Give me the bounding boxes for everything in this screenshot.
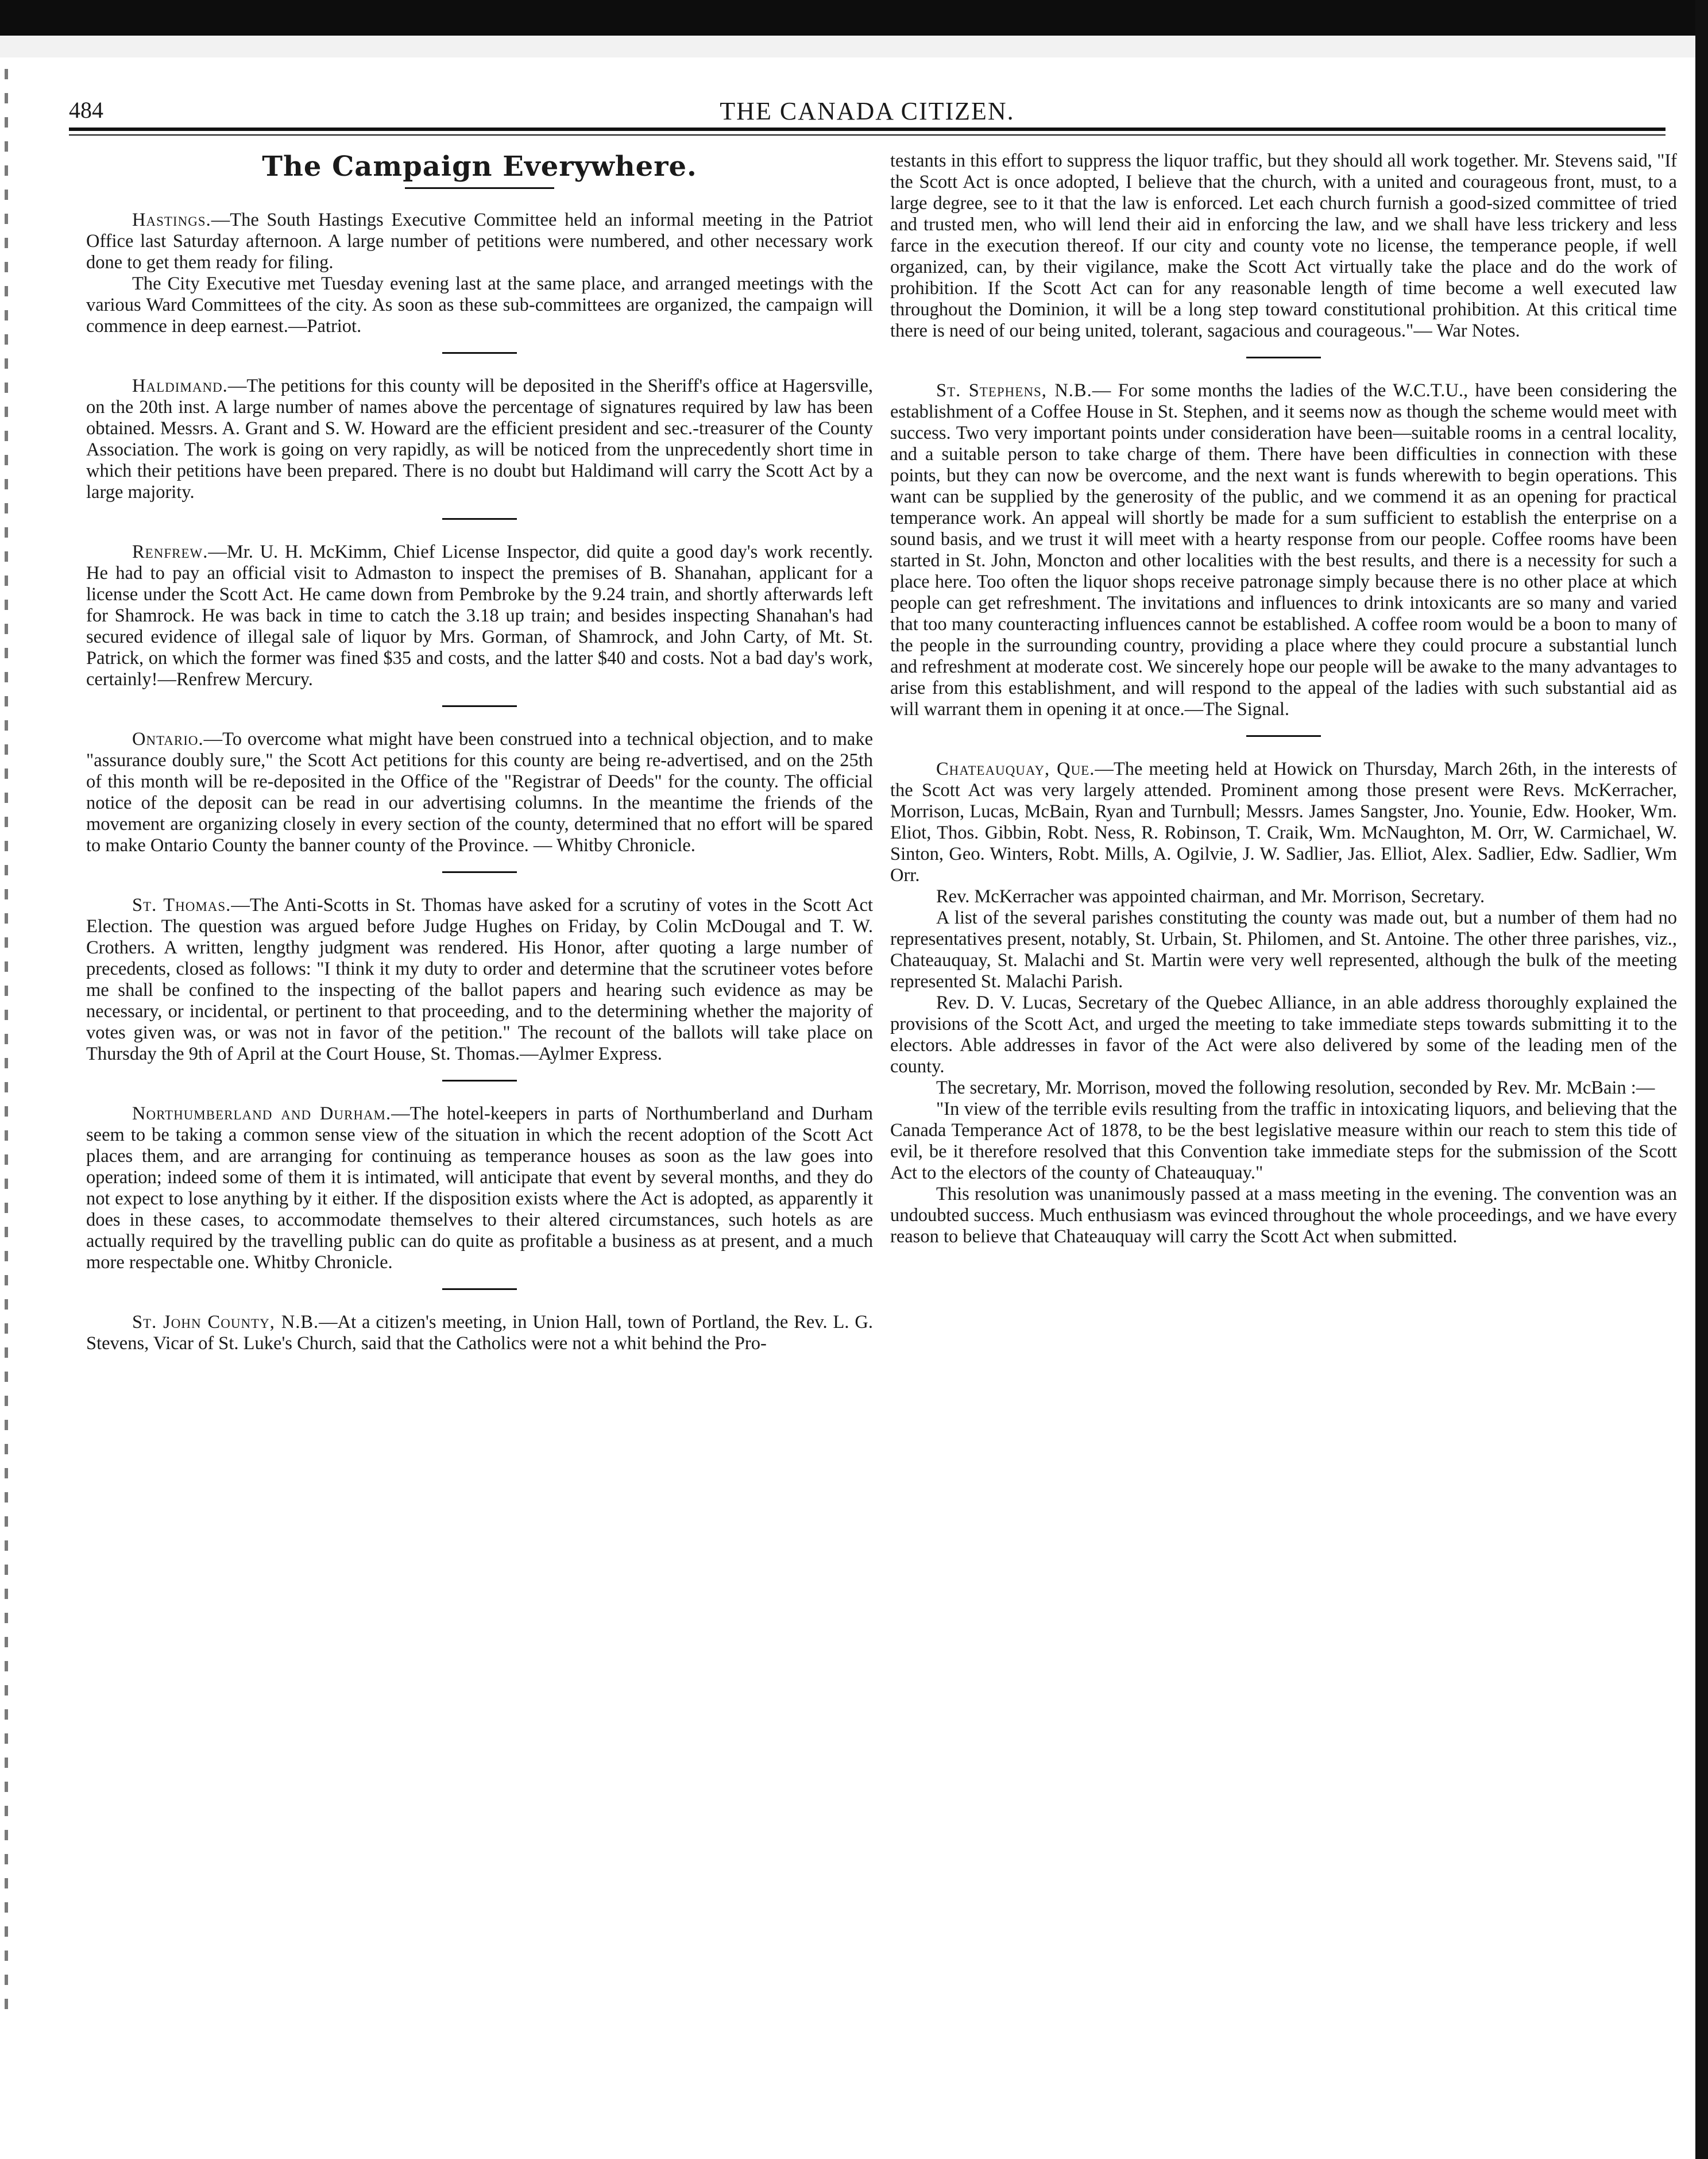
- article: [86, 729, 873, 856]
- article-place-heading: St. John County, N.B.: [132, 1312, 319, 1333]
- left-articles: [86, 210, 873, 1354]
- article-text: —To overcome what might have been construed into a technical objection, and to make "assurance doubly sure," the Scott Act petitions for this county are being re-advertised, and on the 25th of this month will be re-deposited in the Office of the "Registrar of Deeds" for the county. The official notice of the deposit can be read in our advertising columns. In the meantime the friends of the movement are organizing closely in every section of the county, determined that no effort will be spared to make Ontario County the banner county of the Province. — Whitby Chronicle.: [86, 729, 873, 856]
- article-text: Rev. McKerracher was appointed chairman, and Mr. Morrison, Secretary.: [936, 886, 1485, 907]
- article-text: testants in this effort to suppress the liquor traffic, but they should all work together. Mr. Stevens said, "If the Scott Act is once adopted, I believe that the church, with a united and courageous front, must, to a large degree, see to it that the law is enforced. Let each church furnish a good-sized committee of tried and trusted men, who will lend their aid in enforcing the law, and we shall have less trickery and less farce in the execution thereof. If our city and county vote no license, the temperance people, if well organized, can, by their vigilance, make the Scott Act virtually take the place and do the work of prohibition. If the Scott Act can for any reasonable length of time become a well executed law throughout the Dominion, it will be a long step toward constitutional prohibition. At this critical time there is need of our being united, tolerant, sagacious and courageous."— War Notes.: [890, 150, 1677, 341]
- article: [86, 1103, 873, 1273]
- article-paragraph: [86, 210, 873, 273]
- article: [890, 380, 1677, 720]
- article-divider: [442, 871, 517, 873]
- article-divider: [442, 1080, 517, 1082]
- article-paragraph: [890, 886, 1677, 907]
- article-paragraph: [86, 895, 873, 1065]
- article-paragraph: [890, 992, 1677, 1077]
- article-paragraph: [86, 729, 873, 856]
- right-articles: [890, 150, 1677, 1247]
- page-number: 484: [69, 97, 103, 123]
- scan-left-edge-marks: [5, 69, 8, 2022]
- article-paragraph: [890, 907, 1677, 992]
- article-paragraph: [890, 1099, 1677, 1184]
- right-column: [890, 150, 1677, 2080]
- header-rule-thick: [69, 128, 1666, 131]
- article: [890, 150, 1677, 342]
- article: [86, 210, 873, 337]
- article-place-heading: St. Thomas.: [132, 895, 231, 916]
- article: [86, 542, 873, 690]
- article-paragraph: [890, 380, 1677, 720]
- article-text: —The hotel-keepers in parts of Northumberland and Durham seem to be taking a common sense view of the situation in which the recent adoption of the Scott Act places them, and are arranging for continuing as temperance houses as soon as the law goes into operation; indeed some of them it is intimated, will anticipate that event by several months, and they do not expect to lose anything by it either. If the disposition exists where the Act is adopted, as apparently it does in these cases, to accommodate themselves to their altered circumstances, such hotels as are actually required by the travelling public can do quite as profitable a business as at present, and a much more respectable one. Whitby Chronicle.: [86, 1103, 873, 1273]
- article-text: The City Executive met Tuesday evening last at the same place, and arranged meetings with the various Ward Committees of the city. As soon as these sub-committees are organized, the campaign will commence in deep earnest.—Patriot.: [86, 273, 873, 337]
- article-place-heading: Northumberland and Durham.: [132, 1103, 392, 1124]
- article-divider: [442, 352, 517, 354]
- article: [86, 376, 873, 503]
- article-text: — For some months the ladies of the W.C.T.U., have been considering the establishment of a Coffee House in St. Stephen, and it seems now as though the scheme would meet with success. Two very important points under consideration have been—suitable rooms in a central locality, and a suitable person to take charge of them. There have been difficulties in connection with these points, but they can now be overcome, and the next want is funds wherewith to begin operations. This want can be supplied by the generosity of the public, and we commend it as an opening for practical temperance work. An appeal will shortly be made for a sum sufficient to establish the enterprise on a sound basis, and we trust it will meet with a hearty response from our people. Coffee rooms have been started in St. John, Moncton and other localities with the best results, and there is a necessity for such a place here. Too often the liquor shops receive patronage simply because there is no other place at which people can get refreshment. The invitations and influences to drink intoxicants are so many and varied that too many counteracting influences cannot be established. A coffee room would be a boon to many of the people in the surrounding country, providing a place where they could procure a substantial lunch and refreshment at moderate cost. We sincerely hope our people will be awake to the many advantages to arise from this establishment, and will respond to the appeal of the ladies with such substantial aid as will warrant them in opening it at once.—The Signal.: [890, 380, 1677, 720]
- article-paragraph: [86, 1312, 873, 1354]
- page-header: [69, 96, 1666, 131]
- article-place-heading: Chateauquay, Que.: [936, 759, 1095, 779]
- article-text: —The meeting held at Howick on Thursday, March 26th, in the interests of the Scott Act was very largely attended. Prominent among those present were Revs. McKerracher, Morrison, Lucas, McBain, Ryan and Turnbull; Messrs. James Sangster, Jno. Younie, Edw. Hooker, Wm. Eliot, Thos. Gibbin, Robt. Ness, R. Robinson, T. Craik, Wm. McNaughton, M. Orr, W. Carmichael, W. Sinton, Geo. Winters, Robt. Mills, A. Ogilvie, J. W. Sadlier, Jas. Elliot, Alex. Sadlier, Edw. Sadlier, Wm Orr.: [890, 759, 1677, 886]
- article-text: —At a citizen's meeting, in Union Hall, town of Portland, the Rev. L. G. Stevens, Vicar of St. Luke's Church, said that the Catholics were not a whit behind the Pro-: [86, 1312, 873, 1354]
- article-place-heading: St. Stephens, N.B.: [936, 380, 1092, 401]
- article-paragraph: [86, 376, 873, 503]
- article-text: Rev. D. V. Lucas, Secretary of the Quebec Alliance, in an able address thoroughly explained the provisions of the Scott Act, and urged the meeting to take immediate steps towards submitting it to the electors. Able addresses in favor of the Act were also delivered by some of the leading men of the county.: [890, 992, 1677, 1077]
- article-paragraph: [890, 1077, 1677, 1099]
- article-divider: [442, 1288, 517, 1290]
- article-text: —The South Hastings Executive Committee held an informal meeting in the Patriot Office last Saturday afternoon. A large number of petitions were numbered, and other necessary work done to get them ready for filing.: [86, 210, 873, 273]
- section-masthead: The Campaign Everywhere.: [262, 150, 697, 183]
- scan-right-border: [1695, 0, 1708, 2159]
- article-paragraph: [86, 542, 873, 690]
- article-text: —The Anti-Scotts in St. Thomas have asked for a scrutiny of votes in the Scott Act Election. The question was argued before Judge Hughes on Friday, by Colin McDougal and T. W. Crothers. A written, lengthy judgment was rendered. His Honor, after quoting a large number of precedents, closed as follows: "I think it my duty to order and determine that the scrutineer votes before me shall be confined to the inspecting of the ballot papers and hearing such evidence as may be necessary, or incidental, or pertinent to that proceeding, and to the determining whether the majority of votes given was, or was not in favor of the petition." The recount of the ballots will take place on Thursday the 9th of April at the Court House, St. Thomas.—Aylmer Express.: [86, 895, 873, 1064]
- article-divider: [442, 518, 517, 520]
- article: [890, 759, 1677, 1247]
- article-place-heading: Renfrew.: [132, 542, 208, 562]
- header-rule-thin: [69, 134, 1666, 136]
- article-divider: [442, 705, 517, 707]
- article-paragraph: [890, 150, 1677, 342]
- article-divider: [1246, 735, 1321, 737]
- article-text: A list of the several parishes constituting the county was made out, but a number of them had no representatives present, notably, St. Urbain, St. Philomen, and St. Antoine. The other three parishes, viz., Chateauquay, St. Malachi and St. Martin were very well represented, although the bulk of the meeting represented St. Malachi Parish.: [890, 907, 1677, 992]
- article-paragraph: [86, 273, 873, 337]
- scan-top-border: [0, 0, 1708, 36]
- masthead-rule: [405, 187, 554, 189]
- article-text: —Mr. U. H. McKimm, Chief License Inspector, did quite a good day's work recently. He had to pay an official visit to Admaston to inspect the premises of B. Shanahan, applicant for a license under the Scott Act. He came down from Pembroke by the 9.24 train, and shortly afterwards left for Shamrock. He was back in time to catch the 3.18 up train; and besides inspecting Shanahan's had secured evidence of illegal sale of liquor by Mrs. Gorman, of Shamrock, and John Carty, of Mt. St. Patrick, on which the former was fined $35 and costs, and the latter $40 and costs. Not a bad day's work, certainly!—Renfrew Mercury.: [86, 542, 873, 690]
- article-text: The secretary, Mr. Morrison, moved the following resolution, seconded by Rev. Mr. McBain :—: [936, 1077, 1655, 1098]
- left-column: [86, 150, 873, 2080]
- article-place-heading: Haldimand.: [132, 376, 228, 396]
- article: [86, 1312, 873, 1354]
- article-text: —The petitions for this county will be deposited in the Sheriff's office at Hagersville, on the 20th inst. A large number of names above the percentage of signatures required by law has been obtained. Messrs. A. Grant and S. W. Howard are the efficient president and sec.-treasurer of the County Association. The work is going on very rapidly, as will be noticed from the unprecedently short time in which their petitions have been prepared. There is no doubt but Haldimand will carry the Scott Act by a large majority.: [86, 376, 873, 503]
- article-text: "In view of the terrible evils resulting from the traffic in intoxicating liquors, and believing that the Canada Temperance Act of 1878, to be the best legislative measure within our reach to stem this tide of evil, be it therefore resolved that this Convention take immediate steps for the submission of the Scott Act to the electors of the county of Chateauquay.": [890, 1099, 1677, 1183]
- article-paragraph: [890, 1184, 1677, 1247]
- article-place-heading: Ontario.: [132, 729, 204, 750]
- article-paragraph: [86, 1103, 873, 1273]
- running-title: THE CANADA CITIZEN.: [720, 97, 1015, 125]
- article-divider: [1246, 357, 1321, 358]
- article-text: This resolution was unanimously passed at a mass meeting in the evening. The convention was an undoubted success. Much enthusiasm was evinced throughout the whole proceedings, and we have every reason to believe that Chateauquay will carry the Scott Act when submitted.: [890, 1184, 1677, 1247]
- article-paragraph: [890, 759, 1677, 886]
- article-place-heading: Hastings.: [132, 210, 211, 230]
- article: [86, 895, 873, 1065]
